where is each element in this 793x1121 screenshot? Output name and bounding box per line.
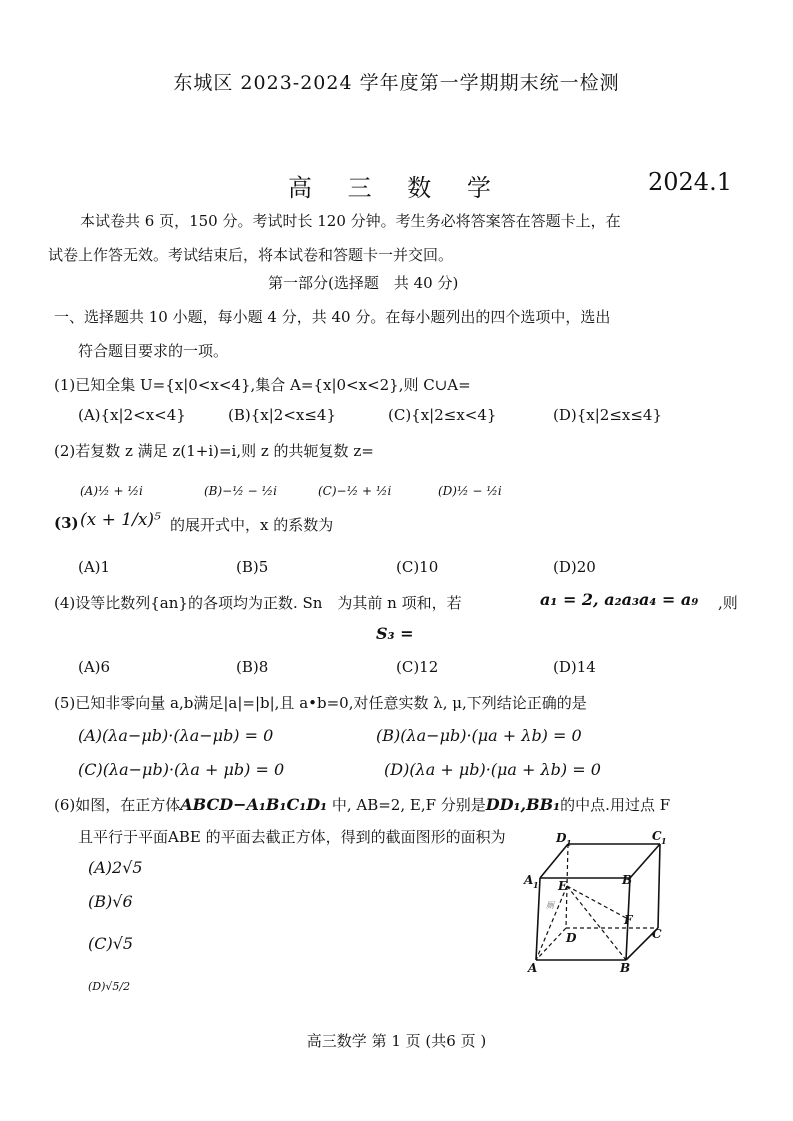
q6-option-a: (A)2√5 xyxy=(88,858,143,877)
q6-stem-b: 中, AB=2, E,F 分别是 xyxy=(327,796,486,814)
q6-option-b: (B)√6 xyxy=(88,892,133,911)
q5-stem: (5)已知非零向量 a,b满足|a|=|b|,且 a•b=0,对任意实数 λ, μ,下列结论正确的是 xyxy=(54,694,587,712)
q4-option-a: (A)6 xyxy=(78,658,111,676)
label-b1: B xyxy=(622,873,633,887)
q4-option-d: (D)14 xyxy=(553,658,596,676)
q5-option-b: (B)(λa−μb)·(μa + λb) = 0 xyxy=(376,726,582,745)
q4-stem: (4)设等比数列{an}的各项均为正数. Sn 为其前 n 项和，若 xyxy=(54,594,462,612)
label-a1: A xyxy=(524,873,534,887)
label-b: B xyxy=(620,961,631,975)
section-instructions-1: 一、选择题共 10 小题，每小题 4 分，共 40 分。在每小题列出的四个选项中，选出 xyxy=(54,308,611,326)
q6-option-c: (C)√5 xyxy=(88,934,134,953)
q3-option-a: (A)1 xyxy=(78,558,111,576)
q3-option-b: (B)5 xyxy=(236,558,269,576)
segment-ae xyxy=(536,886,567,960)
q4-ask: S₃ = xyxy=(376,624,414,643)
exam-title: 东城区 2023-2024 学年度第一学期期末统一检测 xyxy=(173,72,620,94)
q5-option-a: (A)(λa−μb)·(λa−μb) = 0 xyxy=(78,726,274,745)
label-a: A xyxy=(528,961,538,975)
part-heading: 第一部分(选择题 共 40 分) xyxy=(268,274,459,292)
q6-stem-a: (6)如图，在正方体 xyxy=(54,796,181,814)
subject-title: 高 三 数 学 xyxy=(288,174,505,202)
label-c1: C xyxy=(652,829,662,843)
label-d1-sub: 1 xyxy=(566,838,572,848)
label-ghost: 厕 xyxy=(546,901,554,910)
q2-option-c: (C)−½ + ½i xyxy=(318,484,392,498)
edge-ad-hidden xyxy=(536,928,566,960)
q2-option-a: (A)½ + ½i xyxy=(80,484,143,498)
q6-cube: ABCD−A₁B₁C₁D₁ xyxy=(180,795,328,814)
q4-option-b: (B)8 xyxy=(236,658,269,676)
q1-option-d: (D){x|2≤x≤4} xyxy=(553,406,663,424)
edge-a1d1 xyxy=(540,844,568,878)
q3-expression: (x + 1/x)⁵ xyxy=(80,510,161,530)
exam-date: 2024.1 xyxy=(648,168,732,196)
cube-figure xyxy=(518,828,678,978)
q4-stem-end: ,则 xyxy=(718,594,738,612)
segment-be xyxy=(567,886,626,960)
q2-option-b: (B)−½ − ½i xyxy=(204,484,278,498)
q1-stem: (1)已知全集 U={x|0<x<4},集合 A={x|0<x<2},则 C∪A= xyxy=(54,376,471,394)
label-c: C xyxy=(652,927,662,941)
q4-condition: a₁ = 2, a₂a₃a₄ = a₉ xyxy=(540,590,699,609)
q5-option-d: (D)(λa + μb)·(μa + λb) = 0 xyxy=(384,760,601,779)
q1-option-c: (C){x|2≤x<4} xyxy=(388,406,497,424)
q3-stem: 的展开式中，x 的系数为 xyxy=(170,516,334,534)
label-f: F xyxy=(624,913,633,927)
label-c1-sub: 1 xyxy=(661,836,667,846)
edge-aa1 xyxy=(536,878,540,960)
q2-stem: (2)若复数 z 满足 z(1+i)=i,则 z 的共轭复数 z= xyxy=(54,442,374,460)
q4-option-c: (C)12 xyxy=(396,658,439,676)
label-e: E xyxy=(558,879,568,893)
label-d: D xyxy=(566,931,577,945)
q3-option-c: (C)10 xyxy=(396,558,439,576)
section-instructions-2: 符合题目要求的一项。 xyxy=(78,342,229,360)
page-footer: 高三数学 第 1 页 (共6 页 ) xyxy=(306,1032,487,1050)
instructions-line-1: 本试卷共 6 页，150 分。考试时长 120 分钟。考生务必将答案答在答题卡上，在 xyxy=(80,212,621,230)
q3-option-d: (D)20 xyxy=(553,558,596,576)
segment-ef xyxy=(567,886,628,919)
q6-stem-line-2: 且平行于平面ABE 的平面去截正方体，得到的截面图形的面积为 xyxy=(78,828,506,846)
q5-option-c: (C)(λa−μb)·(λa + μb) = 0 xyxy=(78,760,285,779)
q1-option-a: (A){x|2<x<4} xyxy=(78,406,186,424)
q6-midpoints: DD₁,BB₁ xyxy=(485,795,561,814)
label-a1-sub: 1 xyxy=(533,880,539,890)
q6-stem xyxy=(54,794,670,815)
label-d1: D xyxy=(556,831,567,845)
q6-stem-c: 的中点.用过点 F xyxy=(560,796,671,814)
q2-option-d: (D)½ − ½i xyxy=(438,484,502,498)
instructions-line-2: 试卷上作答无效。考试结束后，将本试卷和答题卡一并交回。 xyxy=(48,246,454,264)
q6-option-d: (D)√5/2 xyxy=(88,980,131,993)
edge-c1c xyxy=(658,844,660,928)
q1-option-b: (B){x|2<x≤4} xyxy=(228,406,337,424)
edge-b1c1 xyxy=(630,844,660,878)
q3-number: (3) xyxy=(54,514,79,532)
